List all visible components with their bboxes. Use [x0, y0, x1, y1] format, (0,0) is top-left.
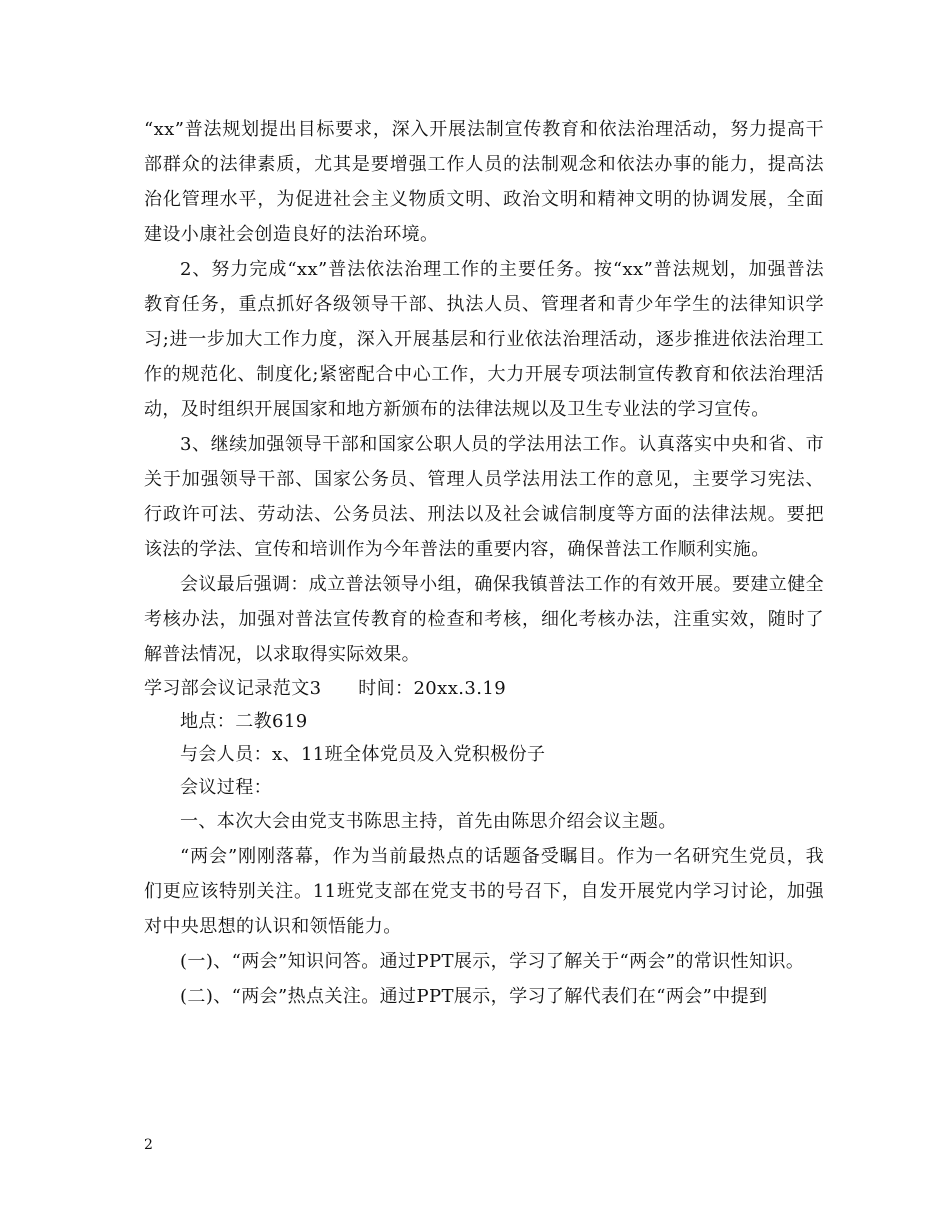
paragraph-two-sessions: “两会”刚刚落幕，作为当前最热点的话题备受瞩目。作为一名研究生党员，我们更应该特别关注。11班党支部在党支书的号召下，自发开展党内学习讨论，加强对中央思想的认识和领悟能力。: [144, 846, 824, 937]
record-process-heading: 会议过程：: [180, 777, 272, 798]
paragraph-meeting-emphasis: 会议最后强调：成立普法领导小组，确保我镇普法工作的有效开展。要建立健全考核办法，加强对普法宣传教育的检查和考核，细化考核办法，注重实效，随时了解普法情况，以求取得实际效果。: [144, 574, 824, 665]
record-location: 地点：二教619: [180, 711, 308, 732]
paragraph-quiz: (一)、“两会”知识问答。通过PPT展示，学习了解关于“两会”的常识性知识。: [180, 951, 805, 972]
paragraph-task-3: 3、继续加强领导干部和国家公职人员的学法用法工作。认真落实中央和省、市关于加强领导干部、国家公务员、管理人员学法用法工作的意见，主要学习宪法、行政许可法、劳动法、公务员法、刑法以及社会诚信制度等方面的法律法规。要把该法的学法、宣传和培训作为今年普法的重要内容，确保普法工作顺利实施。: [144, 434, 824, 560]
document-body: [144, 112, 824, 1014]
record-title-line: 学习部会议记录范文3 时间：20xx.3.19: [144, 678, 507, 699]
page-number: 2: [144, 1137, 153, 1153]
paragraph-goal-continuation: “xx”普法规划提出目标要求，深入开展法制宣传教育和依法治理活动，努力提高干部群众的法律素质，尤其是要增强工作人员的法制观念和依法办事的能力，提高法治化管理水平，为促进社会主义物质文明、政治文明和精神文明的协调发展，全面建设小康社会创造良好的法治环境。: [144, 119, 824, 245]
record-attendees: 与会人员：x、11班全体党员及入党积极份子: [180, 744, 546, 765]
paragraph-task-2: 2、努力完成“xx”普法依法治理工作的主要任务。按“xx”普法规划，加强普法教育任务，重点抓好各级领导干部、执法人员、管理者和青少年学生的法律知识学习;进一步加大工作力度，深入开展基层和行业依法治理活动，逐步推进依法治理工作的规范化、制度化;紧密配合中心工作，大力开展专项法制宣传教育和依法治理活动，及时组织开展国家和地方新颁布的法律法规以及卫生专业法的学习宣传。: [144, 259, 824, 420]
paragraph-section-1: 一、本次大会由党支书陈思主持，首先由陈思介绍会议主题。: [180, 811, 677, 832]
paragraph-hot-topics: (二)、“两会”热点关注。通过PPT展示，学习了解代表们在“两会”中提到: [180, 986, 768, 1007]
